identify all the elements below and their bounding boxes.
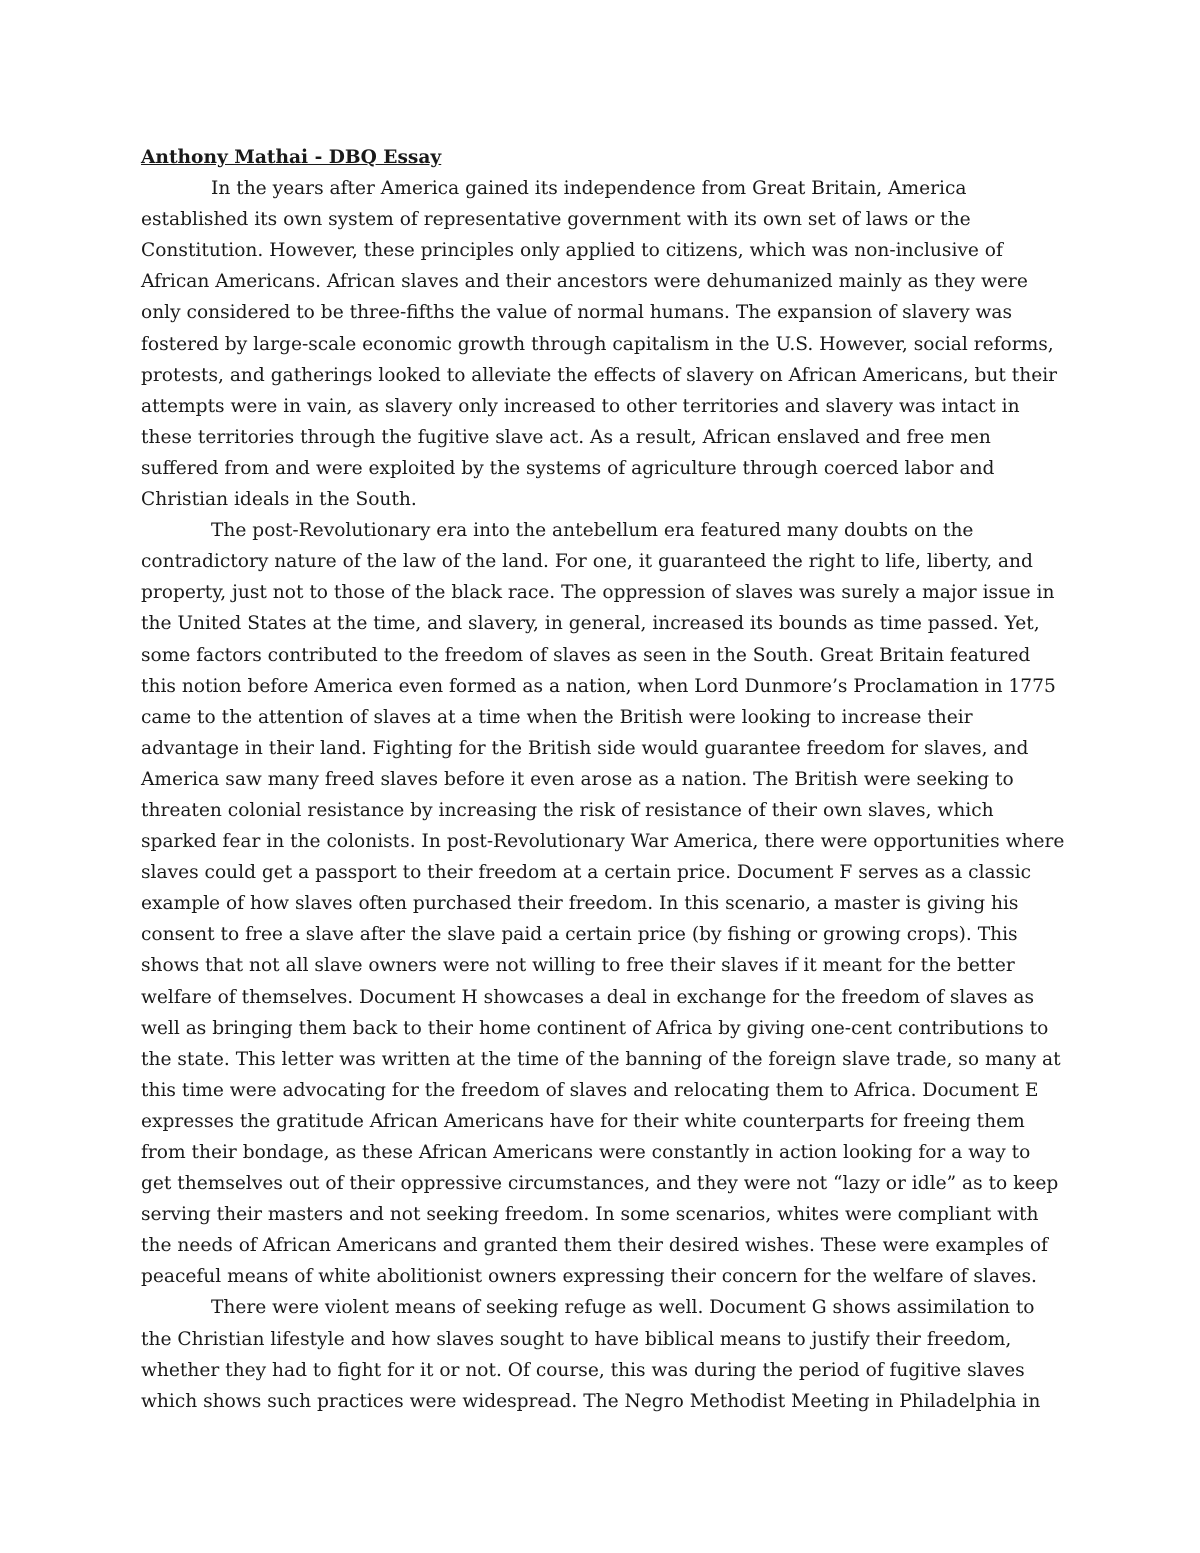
paragraph-1: In the years after America gained its independence from Great Britain, America established its own system of representative government with its own set of laws or the Constitution. However, these principles only applied to citizens, which was non-inclusive of African Americans. African slaves and their ancestors were dehumanized mainly as they were only considered to be three-fifths the value of normal humans. The expansion of slavery was fostered by large-scale economic growth through capitalism in the U.S. However, social reforms, protests, and gatherings looked to alleviate the effects of slavery on African Americans, but their attempts were in vain, as slavery only increased to other territories and slavery was intact in these territories through the fugitive slave act. As a result, African enslaved and free men suffered from and were exploited by the systems of agriculture through coerced labor and Christian ideals in the South. <box>141 178 1058 511</box>
paragraph-3: There were violent means of seeking refuge as well. Document G shows assimilation to the Christian lifestyle and how slaves sought to have biblical means to justify their freedom, whether they had to fight for it or not. Of course, this was during the period of fugitive slaves which shows such practices were widespread. The Negro Methodist Meeting in Philadelphia in <box>141 1297 1041 1412</box>
paragraph-2: The post-Revolutionary era into the antebellum era featured many doubts on the contradictory nature of the law of the land. For one, it guaranteed the right to life, liberty, and property, just not to those of the black race. The oppression of slaves was surely a major issue in the United States at the time, and slavery, in general, increased its bounds as time passed. Yet, some factors contributed to the freedom of slaves as seen in the South. Great Britain featured this notion before America even formed as a nation, when Lord Dunmore’s Proclamation in 1775 came to the attention of slaves at a time when the British were looking to increase their advantage in their land. Fighting for the British side would guarantee freedom for slaves, and America saw many freed slaves before it even arose as a nation. The British were seeking to threaten colonial resistance by increasing the risk of resistance of their own slaves, which sparked fear in the colonists. In post-Revolutionary War America, there were opportunities where slaves could get a passport to their freedom at a certain price. Document F serves as a classic example of how slaves often purchased their freedom. In this scenario, a master is giving his consent to free a slave after the slave paid a certain price (by fishing or growing crops). This shows that not all slave owners were not willing to free their slaves if it meant for the better welfare of themselves. Document H showcases a deal in exchange for the freedom of slaves as well as bringing them back to their home continent of Africa by giving one-cent contributions to the state. This letter was written at the time of the banning of the foreign slave trade, so many at this time were advocating for the freedom of slaves and relocating them to Africa. Document E expresses the gratitude African Americans have for their white counterparts for freeing them from their bondage, as these African Americans were constantly in action looking for a way to get themselves out of their oppressive circumstances, and they were not “lazy or idle” as to keep serving their masters and not seeking freedom. In some scenarios, whites were compliant with the needs of African Americans and granted them their desired wishes. These were examples of peaceful means of white abolitionist owners expressing their concern for the welfare of slaves. <box>141 520 1065 1288</box>
essay-body <box>141 142 1066 1417</box>
essay-title: Anthony Mathai - DBQ Essay <box>141 147 442 168</box>
